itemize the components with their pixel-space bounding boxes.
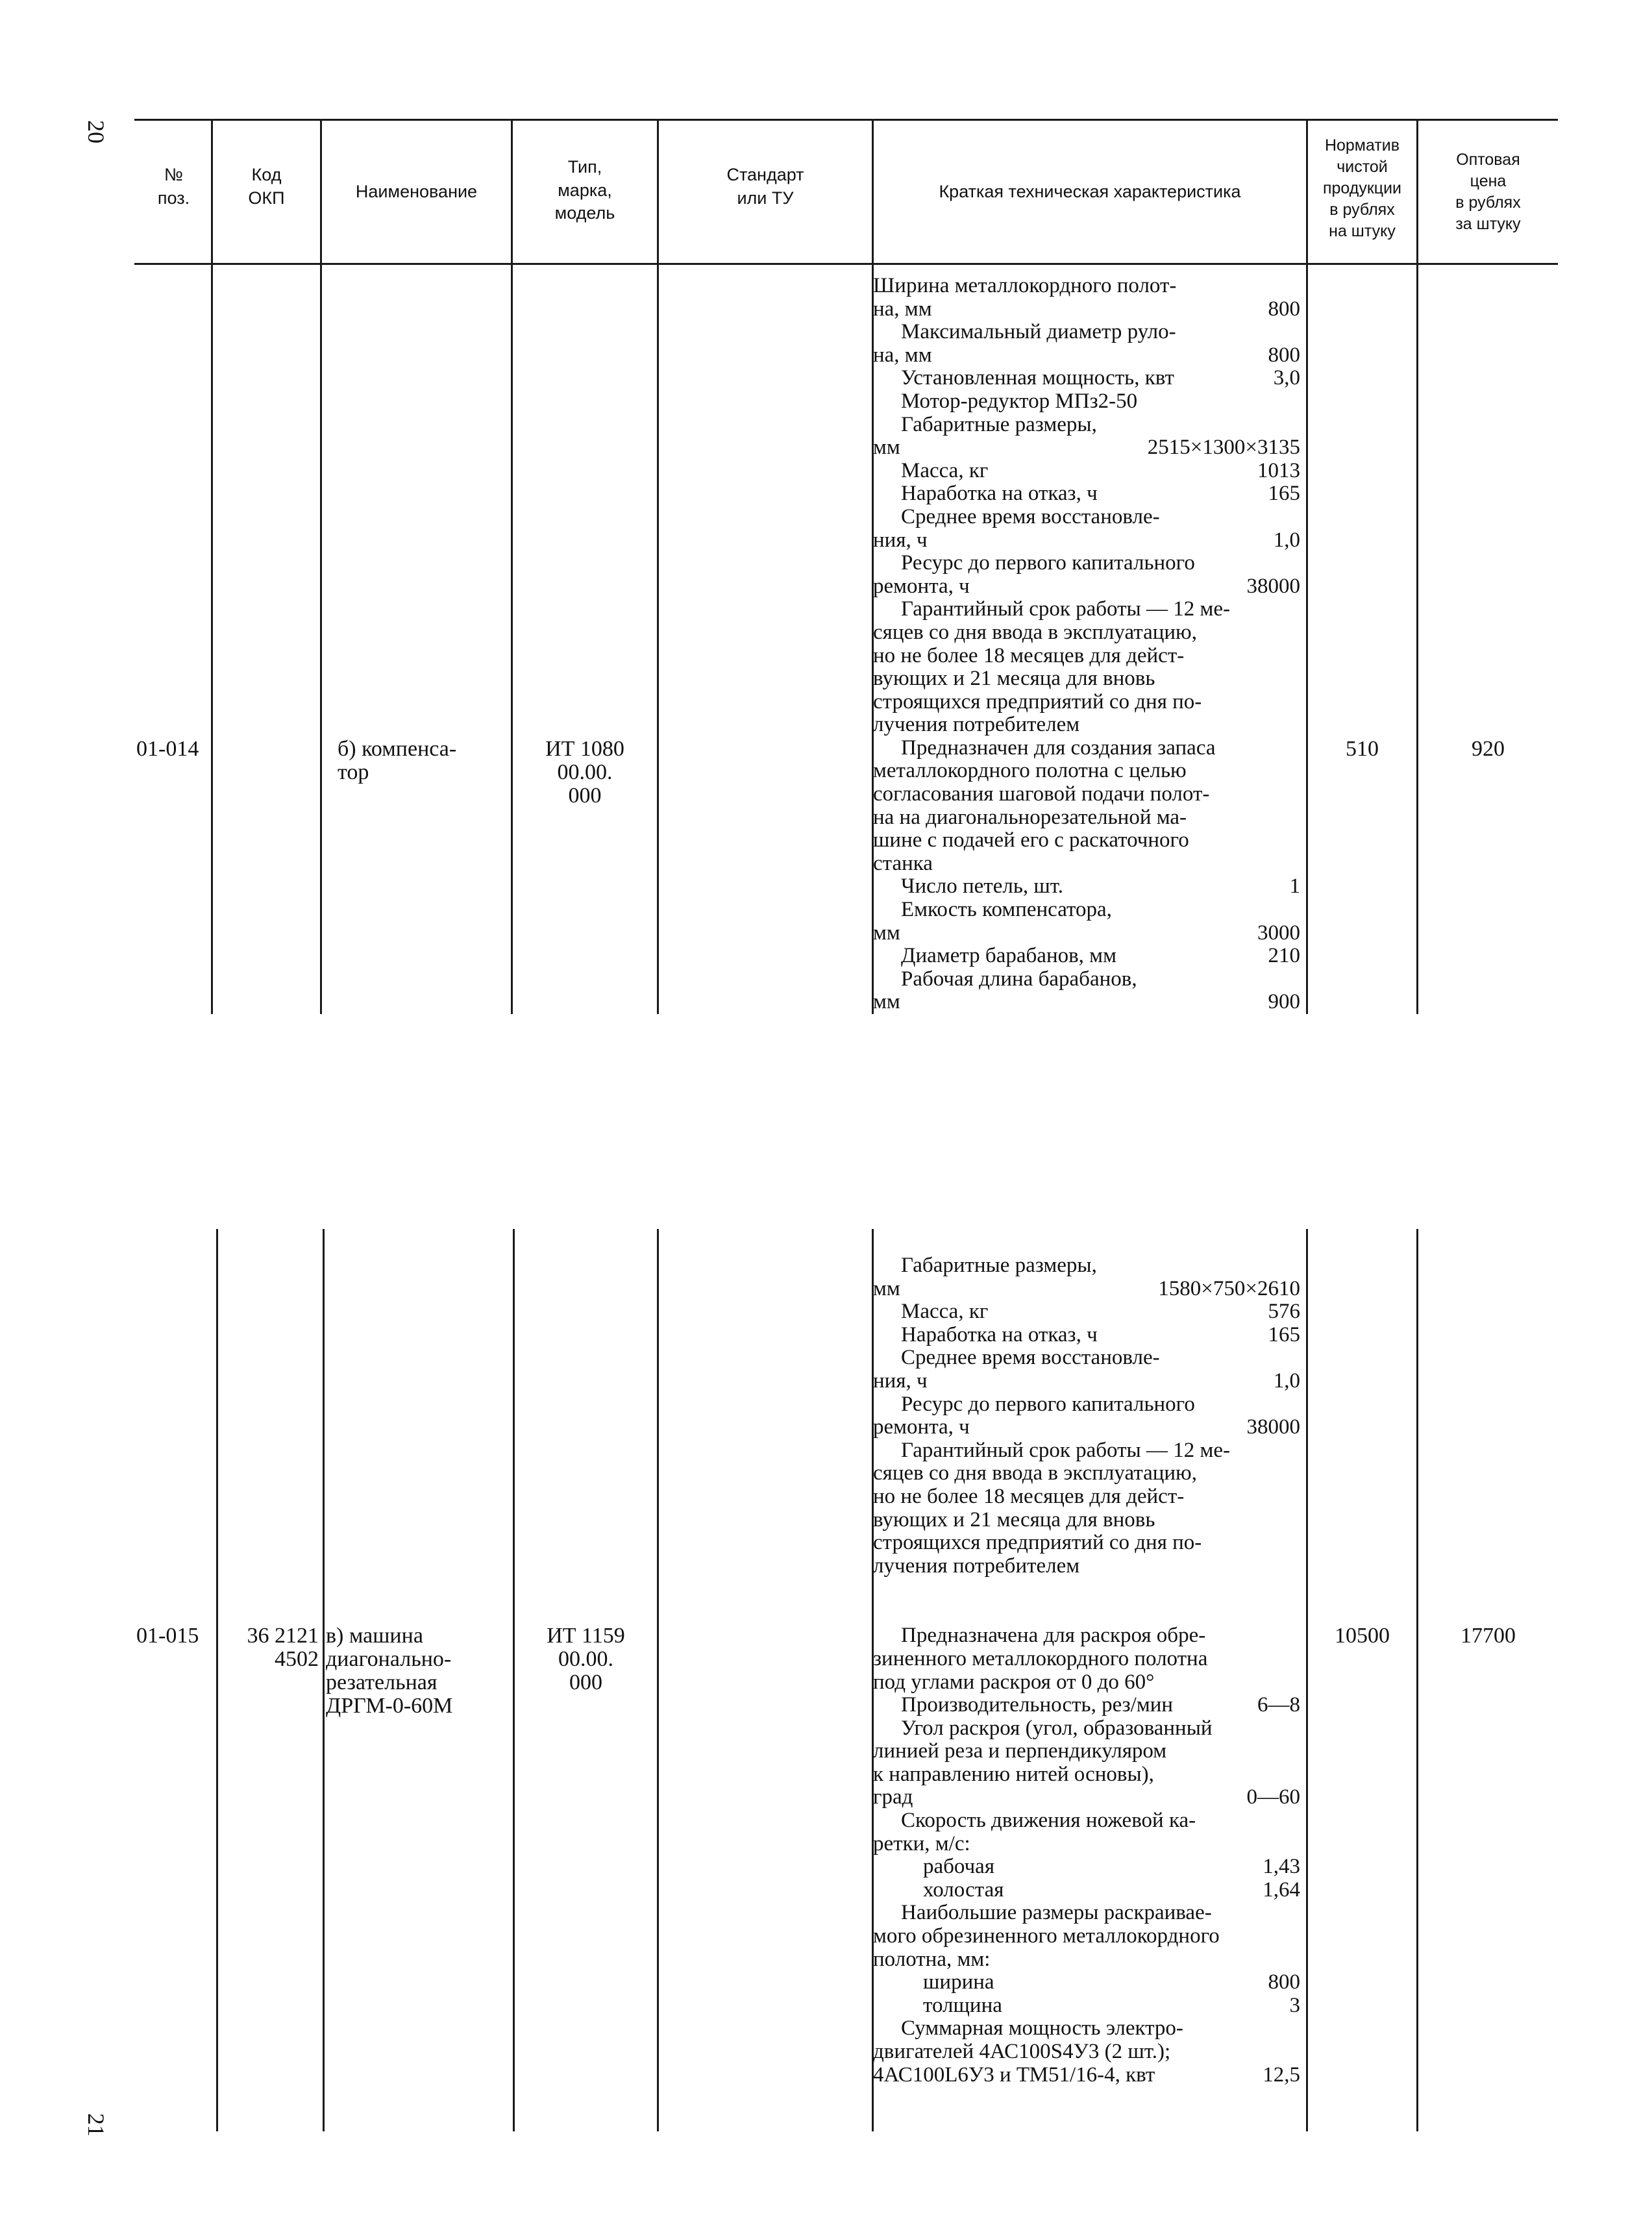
header-type: Тип, марка, модель xyxy=(554,157,615,223)
header-pos: № поз. xyxy=(157,165,190,208)
header-okp: Код ОКП xyxy=(248,165,285,208)
row2-char-line xyxy=(873,1786,1300,1809)
row1-char-line: Габаритные размеры, xyxy=(901,412,1097,436)
row2-char-line xyxy=(873,1416,1300,1439)
row2-characteristics xyxy=(873,1254,1300,2087)
row1-char-label: Диаметр барабанов, мм xyxy=(901,944,1116,968)
row1-char-line: Среднее время восстановле- xyxy=(901,504,1160,528)
row1-char-label: на, мм xyxy=(873,297,932,321)
row1-char-value: 165 xyxy=(1268,482,1300,506)
row1-char-line: Рабочая длина барабанов, xyxy=(901,967,1137,991)
row1-char-value: 1013 xyxy=(1257,458,1300,482)
row1-char-value: 1 xyxy=(1289,874,1300,899)
row2-okp: 36 2121 4502 xyxy=(247,1624,319,1671)
row2-norm: 10500 xyxy=(1335,1624,1390,1648)
row2-sep-2 xyxy=(323,1229,325,2131)
row1-char-label: ния, ч xyxy=(873,528,928,552)
row1-char-line: Емкость компенсатора, xyxy=(901,898,1112,922)
row1-char-line xyxy=(873,344,1300,367)
row2-char-line: Предназначена для раскроя обре- xyxy=(901,1624,1206,1648)
row1-char-label: мм xyxy=(873,990,900,1014)
row2-char-label: ния, ч xyxy=(873,1369,928,1393)
row2-char-line xyxy=(873,1879,1300,1902)
row2-char-value: 165 xyxy=(1268,1322,1300,1346)
row2-char-value: 1,0 xyxy=(1273,1369,1300,1393)
row1-char-value: 3000 xyxy=(1257,921,1300,945)
row2-sep-4 xyxy=(657,1229,659,2131)
row1-char-label: Максимальный диаметр руло- xyxy=(901,320,1176,344)
row1-char-line: лучения потребителем xyxy=(873,713,1080,737)
row2-char-value: 1,64 xyxy=(1263,1878,1300,1902)
row1-char-value: 2515×1300×3135 xyxy=(1147,436,1300,460)
row2-name: в) машина диагонально- резательная ДРГМ-0-60М xyxy=(326,1624,453,1718)
row2-char-label: 4АС100L6У3 и ТМ51/16-4, квт xyxy=(873,2063,1155,2087)
row1-char-label: Масса, кг xyxy=(901,458,989,482)
row2-type: ИТ 1159 00.00. 000 xyxy=(547,1624,625,1694)
row2-char-line: Габаритные размеры, xyxy=(901,1254,1097,1277)
row1-char-line: Предназначен для создания запаса xyxy=(901,736,1216,760)
row1-char-value: 3,0 xyxy=(1273,366,1300,390)
row2-char-line: строящихся предприятий со дня по- xyxy=(873,1531,1202,1555)
row1-price: 920 xyxy=(1472,737,1505,761)
row1-char-label: мм xyxy=(873,436,900,460)
row1-char-label: мм xyxy=(873,921,900,945)
row2-char-value: 1580×750×2610 xyxy=(1158,1276,1300,1300)
row2-char-line xyxy=(873,1393,1300,1417)
row2-char-label: холостая xyxy=(923,1878,1004,1902)
row1-sep-4 xyxy=(657,263,659,1014)
row1-char-line: вующих и 21 месяца для вновь xyxy=(873,667,1155,691)
row1-char-line: на на диагональнорезательной ма- xyxy=(873,805,1187,829)
header-norm: Норматив чистой продукции в рублях на штуку xyxy=(1322,136,1402,240)
row1-char-line xyxy=(873,945,1300,968)
row2-char-line: но не более 18 месяцев для дейст- xyxy=(873,1484,1185,1508)
row1-char-line xyxy=(873,298,1300,321)
row1-sep-3 xyxy=(511,263,513,1014)
row1-char-label: ремонта, ч xyxy=(873,574,970,598)
row2-char-line: Гарантийный срок работы — 12 ме- xyxy=(901,1438,1230,1462)
page-number-bottom: 21 xyxy=(83,2113,109,2137)
row1-char-value: 210 xyxy=(1268,944,1300,968)
row2-char-line xyxy=(873,1994,1300,2018)
row1-sep-7 xyxy=(1416,263,1418,1014)
row2-char-value: 3 xyxy=(1289,1993,1300,2017)
row1-char-value: 1,0 xyxy=(1273,528,1300,552)
row1-char-label: Наработка на отказ, ч xyxy=(901,482,1098,506)
row2-char-line: сяцев со дня ввода в эксплуатацию, xyxy=(873,1461,1197,1485)
row2-sep-1 xyxy=(216,1229,218,2131)
row1-char-line xyxy=(873,321,1300,344)
row2-char-value: 6—8 xyxy=(1257,1693,1300,1717)
row2-char-value: 38000 xyxy=(1246,1415,1300,1439)
row2-char-line xyxy=(873,1278,1300,1301)
row1-char-line xyxy=(873,529,1300,552)
row2-char-line: двигателей 4АС100S4У3 (2 шт.); xyxy=(873,2040,1171,2063)
row2-char-line: Наибольшие размеры раскраивае- xyxy=(901,1901,1212,1925)
row2-sep-6 xyxy=(1306,1229,1308,2131)
row2-char-line xyxy=(873,1855,1300,1879)
row1-char-label: на, мм xyxy=(873,343,932,367)
row1-char-value: 800 xyxy=(1268,343,1300,367)
row1-char-label: Ресурс до первого капитального xyxy=(901,551,1195,575)
row2-char-value: 0—60 xyxy=(1246,1785,1300,1809)
row2-char-line xyxy=(873,1370,1300,1393)
row1-char-line xyxy=(873,552,1300,575)
row2-char-line: зиненного металлокордного полотна xyxy=(873,1646,1208,1670)
row1-char-line xyxy=(873,922,1300,945)
row1-char-line: согласования шаговой подачи полот- xyxy=(873,782,1210,806)
row2-char-line xyxy=(873,1578,1300,1624)
row1-pos: 01-014 xyxy=(136,737,199,761)
row1-char-label: Ширина металлокордного полот- xyxy=(873,274,1177,297)
row1-char-line: станка xyxy=(873,851,933,875)
row1-char-line xyxy=(873,482,1300,506)
row2-char-label: Масса, кг xyxy=(901,1300,989,1324)
row1-sep-1 xyxy=(211,263,213,1014)
header-top-rule xyxy=(134,119,1558,121)
row2-char-line: Суммарная мощность электро- xyxy=(901,2016,1183,2040)
row2-char-line: мого обрезиненного металлокордного xyxy=(873,1924,1220,1948)
row1-char-line xyxy=(873,991,1300,1014)
row1-char-line: шине с подачей его с раскаточного xyxy=(873,828,1189,852)
row1-char-line xyxy=(873,875,1300,899)
row1-char-line xyxy=(873,367,1300,390)
row2-char-label: толщина xyxy=(923,1993,1002,2017)
row2-char-line: ретки, м/с: xyxy=(873,1831,970,1855)
row1-char-line xyxy=(873,575,1300,599)
row2-char-value: 576 xyxy=(1268,1300,1300,1324)
row2-char-label: Производительность, рез/мин xyxy=(901,1693,1174,1717)
row1-char-line xyxy=(873,460,1300,483)
row1-char-line xyxy=(873,275,1300,298)
row1-char-line: металлокордного полотна с целью xyxy=(873,759,1187,783)
row2-char-label: ширина xyxy=(923,1970,994,1994)
header-characteristics: Краткая техническая характеристика xyxy=(939,182,1241,201)
row2-char-value: 800 xyxy=(1268,1970,1300,1994)
row1-char-label: Установленная мощность, квт xyxy=(901,366,1174,390)
row1-char-label: Число петель, шт. xyxy=(901,874,1063,899)
row2-char-line xyxy=(873,2064,1300,2087)
row1-char-line: но не более 18 месяцев для дейст- xyxy=(873,643,1185,667)
header-standard: Стандарт или ТУ xyxy=(726,165,804,208)
row2-char-line xyxy=(873,1971,1300,1994)
row1-char-value: 800 xyxy=(1268,297,1300,321)
row2-char-line: вующих и 21 месяца для вновь xyxy=(873,1507,1155,1531)
row2-char-line: Угол раскроя (угол, образованный xyxy=(901,1716,1213,1740)
row1-char-line: Гарантийный срок работы — 12 ме- xyxy=(901,597,1230,621)
row2-char-value: 1,43 xyxy=(1263,1855,1300,1879)
row2-char-line: линией реза и перпендикуляром xyxy=(873,1739,1167,1763)
row2-char-label: мм xyxy=(873,1276,900,1300)
row2-char-line: полотна, мм: xyxy=(873,1947,991,1971)
row2-char-label: ремонта, ч xyxy=(873,1415,970,1439)
row2-char-line: к направлению нитей основы), xyxy=(873,1762,1154,1786)
row1-char-line: сяцев со дня ввода в эксплуатацию, xyxy=(873,620,1197,644)
row2-char-label: град xyxy=(873,1785,913,1809)
row2-pos: 01-015 xyxy=(136,1624,199,1648)
row1-sep-6 xyxy=(1306,263,1308,1014)
row2-char-value: 12,5 xyxy=(1263,2063,1300,2087)
page-number-top: 20 xyxy=(83,120,109,143)
row1-char-line: Мотор-редуктор МПз2-50 xyxy=(901,389,1138,413)
row2-char-line: под углами раскроя от 0 до 60° xyxy=(873,1670,1155,1694)
row2-char-line xyxy=(873,1324,1300,1347)
row1-char-line: строящихся предприятий со дня по- xyxy=(873,689,1202,713)
row1-name: б) компенса- тор xyxy=(338,737,457,784)
row2-char-line xyxy=(873,1300,1300,1324)
row2-price: 17700 xyxy=(1461,1624,1516,1648)
row1-type: ИТ 1080 00.00. 000 xyxy=(545,737,624,808)
row2-char-label: Ресурс до первого капитального xyxy=(901,1392,1195,1416)
header-bottom-rule xyxy=(134,263,1558,265)
row1-characteristics xyxy=(873,275,1300,1014)
row2-char-line xyxy=(873,1694,1300,1717)
row1-char-value: 38000 xyxy=(1246,574,1300,598)
header-price: Оптовая цена в рублях за штуку xyxy=(1455,151,1521,233)
header-name: Наименование xyxy=(355,182,478,201)
row1-sep-2 xyxy=(320,263,322,1014)
row2-char-label: Наработка на отказ, ч xyxy=(901,1322,1098,1346)
row2-sep-7 xyxy=(1416,1229,1418,2131)
row2-char-label: рабочая xyxy=(923,1855,995,1879)
row1-char-line xyxy=(873,436,1300,460)
row1-norm: 510 xyxy=(1346,737,1379,761)
row1-char-value: 900 xyxy=(1268,990,1300,1014)
row2-char-line: лучения потребителем xyxy=(873,1554,1080,1578)
row2-char-line: Скорость движения ножевой ка- xyxy=(901,1809,1196,1833)
row2-char-line: Среднее время восстановле- xyxy=(901,1346,1160,1370)
